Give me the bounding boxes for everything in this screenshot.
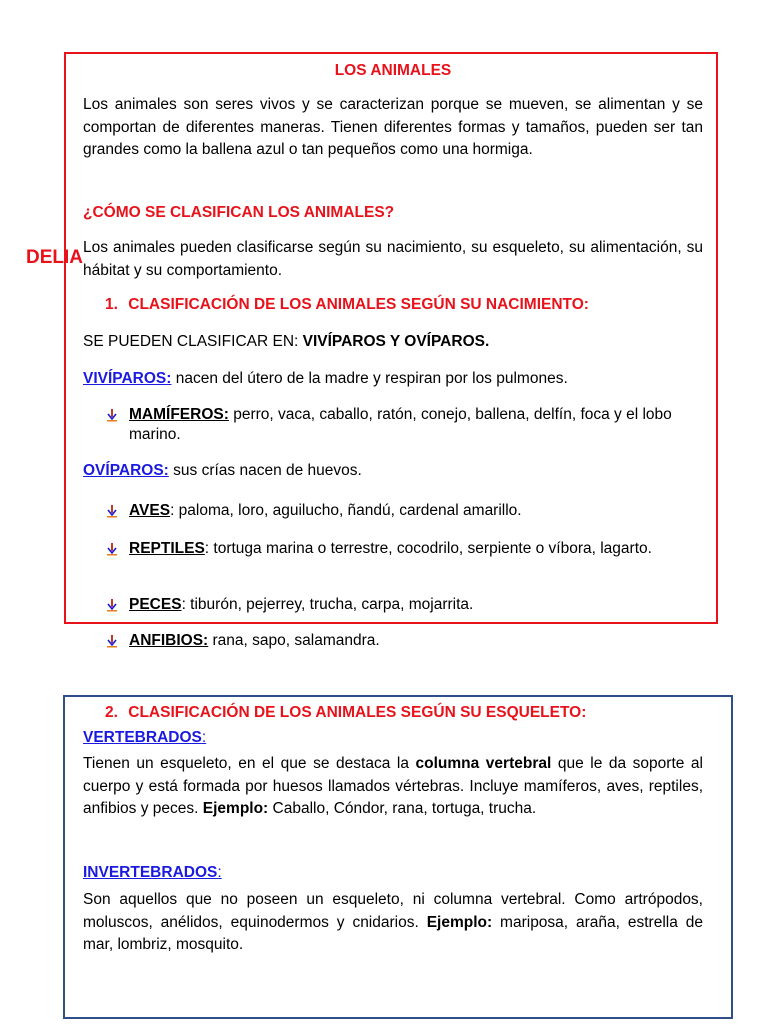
arrow-down-bullet-icon xyxy=(105,634,125,648)
vertebrados-link[interactable]: VERTEBRADOS xyxy=(83,729,202,746)
intro-paragraph: Los animales son seres vivos y se caracterizan porque se mueven, se alimentan y se comportan de diferentes maneras. Tienen diferentes formas y tamaños, pueden ser tan grandes como la ballena azul o tan pequeños como una hormiga. xyxy=(83,96,703,158)
heading-birth xyxy=(105,296,589,314)
term-mamiferos: MAMÍFEROS: xyxy=(129,406,229,423)
page-title: LOS ANIMALES xyxy=(334,62,452,79)
text-aves: : paloma, loro, aguilucho, ñandú, cardenal amarillo. xyxy=(170,502,522,519)
vert-text-a: Tienen un esqueleto, en el que se destaca la xyxy=(83,755,416,772)
invert-text-a: Son aquellos que no poseen un esqueleto, ni columna vertebral. Como artrópodos, moluscos, anélidos, equinodermos y cnidarios. xyxy=(83,891,703,931)
classify-paragraph: Los animales pueden clasificarse según su nacimiento, su esqueleto, su alimentación, su hábitat y su comportamiento. xyxy=(83,239,703,279)
invert-ejemplo: Ejemplo: xyxy=(426,913,493,931)
arrow-down-bullet-icon xyxy=(105,542,125,556)
invertebrados-paragraph xyxy=(83,889,703,957)
heading-number: 2. xyxy=(105,704,118,721)
list-item-aves xyxy=(105,501,703,521)
list-item-anfibios xyxy=(105,631,703,651)
viviparos-link[interactable]: VIVÍPAROS: xyxy=(83,370,172,387)
invertebrados-line xyxy=(83,864,222,882)
vertebrados-line xyxy=(83,729,206,747)
heading-text: CLASIFICACIÓN DE LOS ANIMALES SEGÚN SU ESQUELETO: xyxy=(128,704,587,721)
text-peces: : tiburón, pejerrey, trucha, carpa, mojarrita. xyxy=(181,596,474,613)
arrow-down-bullet-icon xyxy=(105,408,125,422)
vertebrados-colon: : xyxy=(201,729,207,746)
invertebrados-link[interactable]: INVERTEBRADOS xyxy=(83,864,218,881)
heading-skeleton xyxy=(105,704,586,722)
arrow-down-bullet-icon xyxy=(105,504,125,518)
vertebrados-paragraph xyxy=(83,753,703,821)
text-anfibios: rana, sapo, salamandra. xyxy=(208,632,380,649)
vert-text-b: que le da soporte al cuerpo y está formada por huesos llamados vértebras. Incluye mamíferos, aves, reptiles, anfibios y peces. xyxy=(83,755,703,817)
oviparos-line xyxy=(83,462,362,480)
heading-number: 1. xyxy=(105,296,118,313)
list-item-peces xyxy=(105,595,703,615)
arrow-down-bullet-icon xyxy=(105,598,125,612)
classify-prefix: SE PUEDEN CLASIFICAR EN: xyxy=(83,333,303,350)
term-aves: AVES xyxy=(129,502,171,519)
term-peces: PECES xyxy=(129,596,182,613)
term-reptiles: REPTILES xyxy=(129,540,205,557)
invertebrados-colon: : xyxy=(217,864,222,881)
oviparos-link[interactable]: OVÍPAROS: xyxy=(83,462,169,479)
classify-line xyxy=(83,333,489,351)
viviparos-text: nacen del útero de la madre y respiran por los pulmones. xyxy=(171,370,568,387)
viviparos-line xyxy=(83,370,568,388)
vert-ejemplo: Ejemplo: xyxy=(202,800,269,817)
heading-text: CLASIFICACIÓN DE LOS ANIMALES SEGÚN SU NACIMIENTO: xyxy=(128,296,589,313)
list-item-reptiles xyxy=(105,539,703,559)
classify-bold: VIVÍPAROS Y OVÍPAROS. xyxy=(302,333,490,350)
question-heading: ¿CÓMO SE CLASIFICAN LOS ANIMALES? xyxy=(83,204,395,221)
invert-text-b: mariposa, araña, estrella de mar, lombriz, mosquito. xyxy=(83,913,703,953)
list-item-mamiferos xyxy=(105,405,703,445)
text-mamiferos: perro, vaca, caballo, ratón, conejo, ballena, delfín, foca y el lobo marino. xyxy=(129,406,672,443)
vert-text-c: Caballo, Cóndor, rana, tortuga, trucha. xyxy=(268,800,537,817)
vert-text-bold: columna vertebral xyxy=(415,755,552,772)
text-reptiles: : tortuga marina o terrestre, cocodrilo, serpiente o víbora, lagarto. xyxy=(204,540,652,557)
oviparos-text: sus crías nacen de huevos. xyxy=(168,462,362,479)
term-anfibios: ANFIBIOS: xyxy=(129,632,209,649)
watermark-text: DELIA xyxy=(26,247,83,268)
